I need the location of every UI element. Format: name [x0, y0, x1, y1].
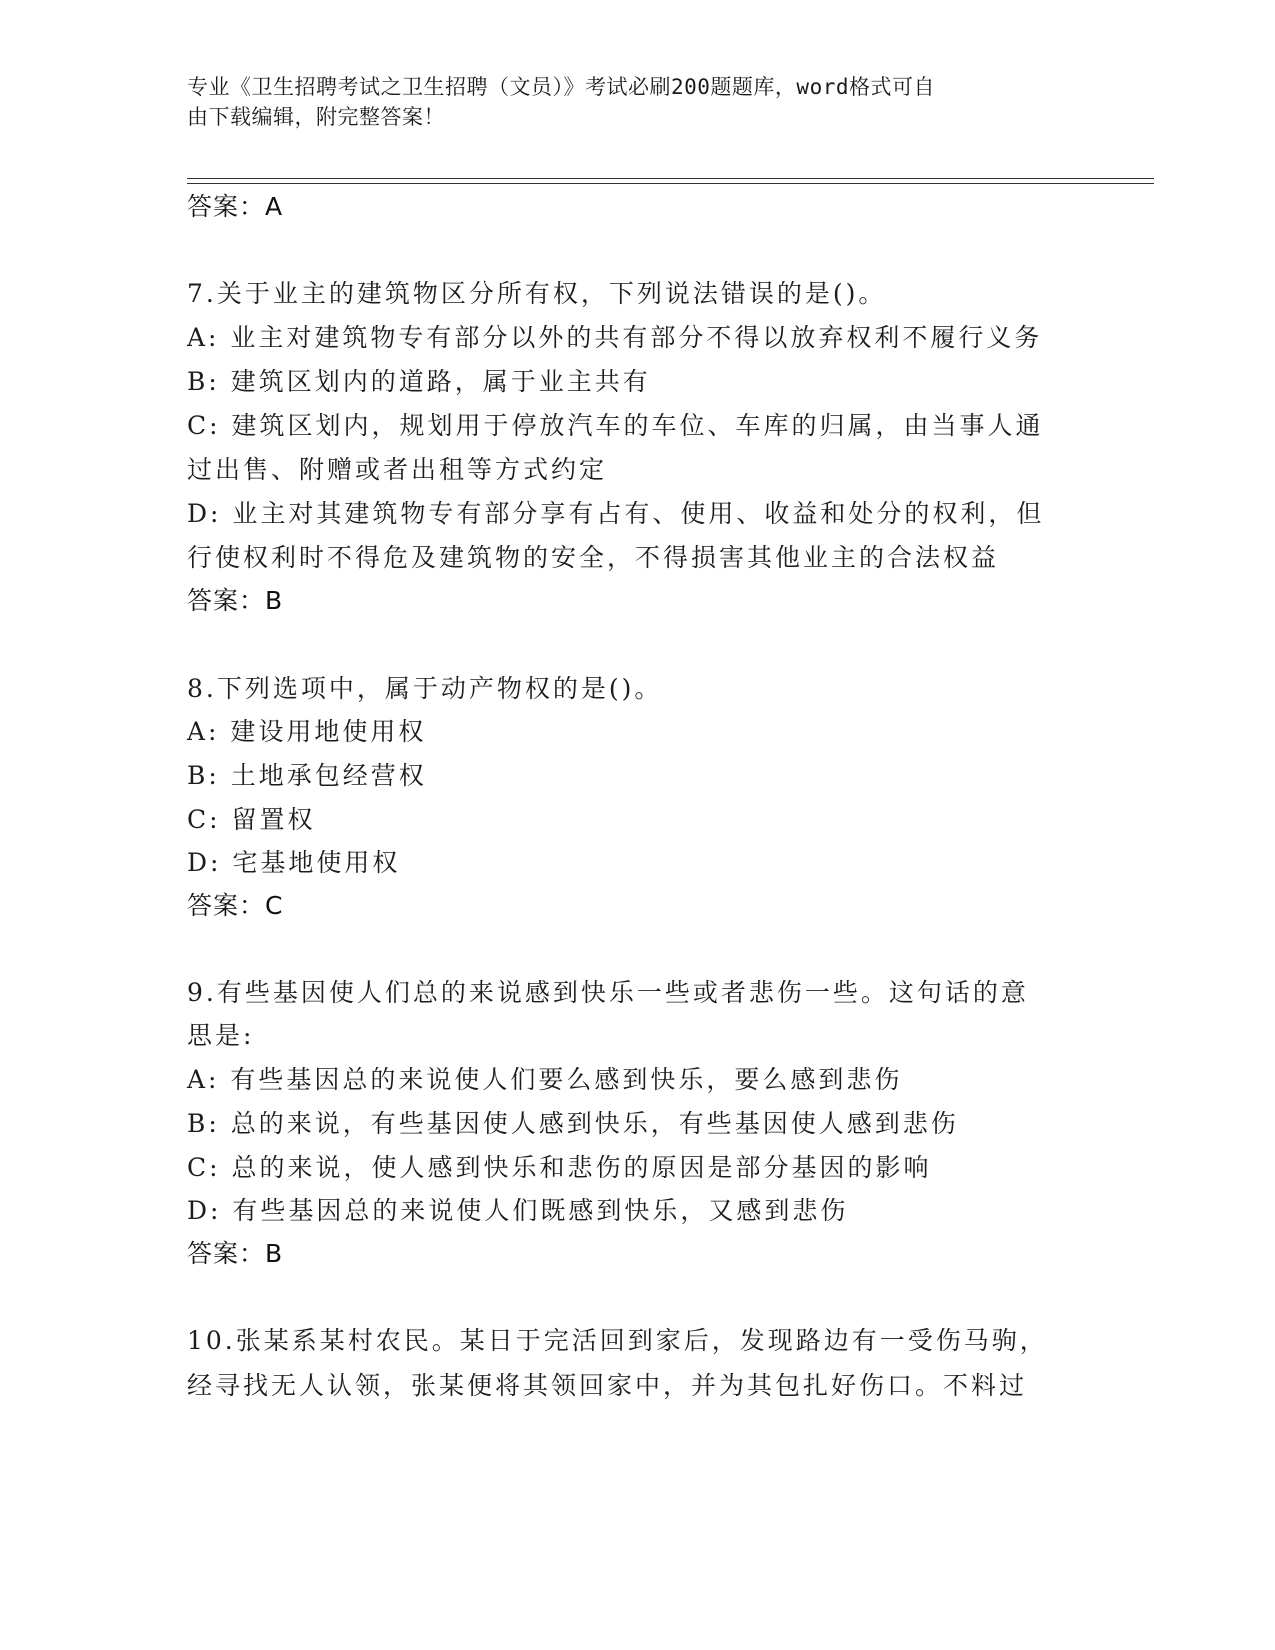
q7-option-a: A: 业主对建筑物专有部分以外的共有部分不得以放弃权利不履行义务 — [187, 323, 1043, 352]
header-line-1: 专业《卫生招聘考试之卫生招聘（文员）》考试必刷200题题库，word格式可自 — [187, 75, 935, 99]
q10-stem-line2: 经寻找无人认领，张某便将其领回家中，并为其包扎好伤口。不料过 — [187, 1371, 1028, 1400]
header-rule-top — [187, 178, 1154, 179]
q8-stem: 8.下列选项中，属于动产物权的是()。 — [187, 674, 663, 703]
q7-option-b: B: 建筑区划内的道路，属于业主共有 — [187, 367, 651, 396]
q8-option-c: C: 留置权 — [187, 805, 316, 834]
q7-option-c-line1: C: 建筑区划内，规划用于停放汽车的车位、车库的归属，由当事人通 — [187, 411, 1044, 440]
q8-option-b: B: 土地承包经营权 — [187, 761, 427, 790]
answer-prev: 答案：A — [187, 192, 284, 221]
q9-option-a: A: 有些基因总的来说使人们要么感到快乐，要么感到悲伤 — [187, 1065, 903, 1094]
q7-option-d-line2: 行使权利时不得危及建筑物的安全，不得损害其他业主的合法权益 — [187, 543, 1000, 572]
q8-option-d: D: 宅基地使用权 — [187, 848, 401, 877]
header-rule-bottom — [187, 183, 1154, 184]
q8-option-a: A: 建设用地使用权 — [187, 717, 427, 746]
q10-stem-line1: 10.张某系某村农民。某日于完活回到家后，发现路边有一受伤马驹， — [187, 1326, 1048, 1355]
q9-option-b: B: 总的来说，有些基因使人感到快乐，有些基因使人感到悲伤 — [187, 1109, 959, 1138]
q7-option-d-line1: D: 业主对其建筑物专有部分享有占有、使用、收益和处分的权利，但 — [187, 499, 1045, 528]
q9-option-d: D: 有些基因总的来说使人们既感到快乐，又感到悲伤 — [187, 1196, 849, 1225]
q9-stem-line2: 思是: — [187, 1021, 255, 1050]
q7-option-c-line2: 过出售、附赠或者出租等方式约定 — [187, 455, 608, 484]
q7-stem: 7.关于业主的建筑物区分所有权，下列说法错误的是()。 — [187, 279, 887, 308]
q8-answer: 答案：C — [187, 891, 284, 920]
q9-option-c: C: 总的来说，使人感到快乐和悲伤的原因是部分基因的影响 — [187, 1153, 932, 1182]
header-line-2: 由下载编辑，附完整答案！ — [187, 105, 445, 129]
q9-stem-line1: 9.有些基因使人们总的来说感到快乐一些或者悲伤一些。这句话的意 — [187, 978, 1029, 1007]
document-header — [187, 72, 1067, 132]
q9-answer: 答案：B — [187, 1239, 284, 1268]
q7-answer: 答案：B — [187, 586, 284, 615]
